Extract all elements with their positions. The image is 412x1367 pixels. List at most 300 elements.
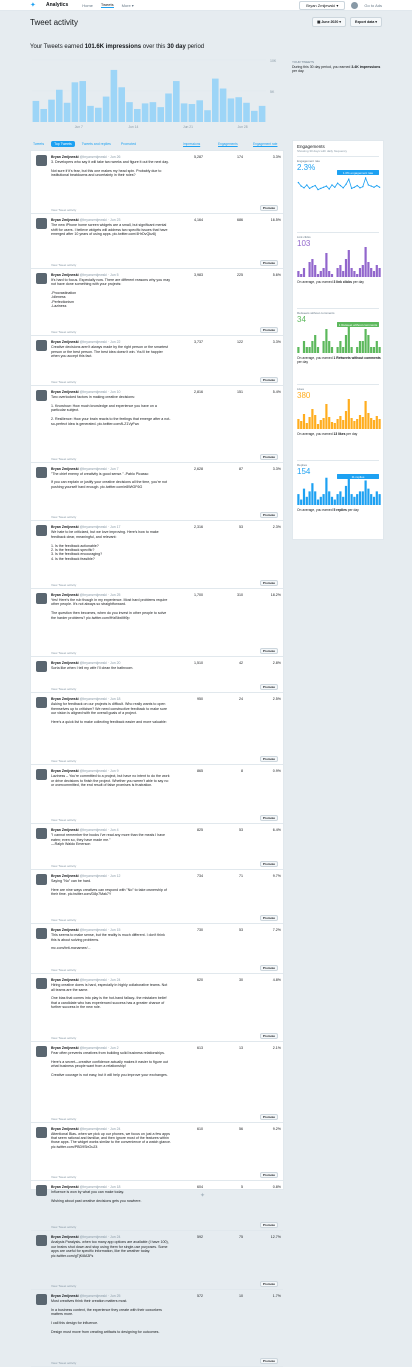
promote-button[interactable]: Promote (260, 1222, 278, 1228)
series-bar[interactable] (303, 489, 305, 505)
nav-tweets[interactable]: Tweets (100, 2, 114, 7)
author-name: Bryan Zmijewski (51, 1185, 79, 1190)
series-bar[interactable] (362, 491, 364, 505)
tweet-row[interactable] (31, 765, 283, 824)
user-menu-button[interactable]: Bryan Zmijewski ▾ (299, 1, 345, 10)
impressions-bar[interactable] (40, 109, 47, 122)
impressions-bar[interactable] (79, 81, 86, 122)
tweet-author[interactable] (51, 593, 121, 597)
promote-button[interactable]: Promote (260, 861, 278, 867)
impressions-bar[interactable] (189, 104, 196, 122)
calendar-icon: ▦ (317, 20, 322, 24)
series-bar[interactable] (311, 409, 313, 429)
view-tweet-activity-link[interactable]: View Tweet activity (51, 208, 77, 213)
promote-button[interactable]: Promote (260, 965, 278, 971)
tweet-row[interactable] (31, 693, 283, 765)
avatar[interactable] (36, 769, 47, 780)
impressions-bar[interactable] (235, 97, 242, 122)
twitter-bird-icon[interactable]: ✦ (30, 1, 36, 9)
series-bar[interactable] (351, 347, 353, 353)
view-tweet-activity-link[interactable]: View Tweet activity (51, 759, 77, 764)
your-tweets-value: 3.4K impressions (351, 64, 381, 69)
impressions-bar[interactable] (157, 107, 164, 122)
tweet-row[interactable] (31, 974, 283, 1042)
impressions-bar[interactable] (48, 100, 55, 122)
avatar[interactable] (36, 525, 47, 536)
series-bar[interactable] (376, 491, 378, 505)
promote-button[interactable]: Promote (260, 1358, 278, 1364)
impressions-value: 5,287 (194, 155, 203, 159)
series-bar[interactable] (376, 265, 378, 277)
series-bar[interactable] (359, 491, 361, 505)
series-bar[interactable] (348, 323, 350, 353)
impressions-bar[interactable] (87, 106, 94, 122)
series-bar[interactable] (373, 347, 375, 353)
promote-button[interactable]: Promote (260, 327, 278, 333)
series-bar[interactable] (311, 483, 313, 505)
impressions-value: 1,700 (194, 593, 203, 597)
tweet-author[interactable] (51, 1185, 121, 1189)
impressions-value: 2,316 (194, 525, 203, 530)
series-bar[interactable] (359, 415, 361, 429)
series-bar[interactable] (339, 341, 341, 353)
promote-button[interactable]: Promote (260, 377, 278, 383)
series-bar[interactable] (348, 475, 350, 505)
tweet-author[interactable] (51, 928, 121, 932)
impressions-bar[interactable] (33, 101, 40, 122)
series-bar[interactable] (317, 424, 319, 429)
tweet-text: Hiring creative doers is hard, especially in highly collaborative teams. Not all teams are the same. One bias that comes into play is the hot-hand fallacy- the mistaken belief that a candidate who has experienced success has a greater chance of further success in the new role. (51, 983, 168, 1010)
series-bar[interactable] (328, 491, 330, 505)
avatar[interactable] (36, 273, 47, 284)
impressions-bar[interactable] (126, 102, 133, 122)
series-bar[interactable] (339, 491, 341, 505)
author-handle: @bryanzmijewski · Jun 26 (79, 155, 121, 159)
impressions-bar[interactable] (95, 108, 102, 122)
column-engagements[interactable]: Engagements (218, 142, 238, 146)
tweet-row[interactable] (31, 336, 283, 386)
summary-days: 30 day (167, 44, 186, 50)
series-point (340, 185, 341, 186)
view-tweet-activity-link[interactable]: View Tweet activity (51, 515, 77, 520)
promote-button[interactable]: Promote (260, 580, 278, 586)
tweet-author[interactable] (51, 661, 121, 665)
series-bar[interactable] (320, 271, 322, 277)
series-bar[interactable] (309, 491, 311, 505)
x-tick-label: Jun 7 (74, 125, 83, 129)
series-bar[interactable] (297, 494, 299, 505)
tweet-text: Laziness – You're committed to a project, but have no intent to do the work or drive decisions to finish the project. Whether you weren't able to say no or overcommitted, the end result of false promises is frustration. (51, 774, 170, 788)
promote-button[interactable]: Promote (260, 454, 278, 460)
date-range-button[interactable] (312, 17, 346, 27)
author-handle: @bryanzmijewski · Jun 22 (79, 340, 121, 345)
series-bar[interactable] (351, 268, 353, 277)
promote-button[interactable]: Promote (260, 1114, 278, 1120)
tweet-row[interactable] (31, 151, 283, 214)
series-bar[interactable] (359, 341, 361, 353)
tweet-author[interactable] (51, 828, 119, 832)
impressions-bar[interactable] (173, 81, 180, 122)
series-bar[interactable] (379, 419, 381, 429)
series-bar[interactable] (365, 480, 367, 505)
promote-button[interactable]: Promote (260, 756, 278, 762)
avatar[interactable] (36, 928, 47, 939)
series-bar[interactable] (365, 329, 367, 353)
series-bar[interactable] (309, 417, 311, 429)
series-bar[interactable] (314, 335, 316, 353)
tweet-row[interactable] (31, 214, 283, 268)
avatar[interactable] (36, 1127, 47, 1138)
avatar[interactable] (36, 1185, 47, 1196)
series-bar[interactable] (317, 274, 319, 277)
tweet-row[interactable] (31, 657, 283, 694)
series-bar[interactable] (356, 347, 358, 353)
author-handle: @bryanzmijewski · Jun 25 (79, 1294, 121, 1299)
impressions-bar[interactable] (243, 103, 250, 122)
series-bar[interactable] (353, 497, 355, 505)
avatar[interactable] (36, 828, 47, 839)
avatar[interactable] (36, 1046, 47, 1057)
series-bar[interactable] (373, 497, 375, 505)
card-label: Retweets without comments (297, 311, 335, 315)
avatar[interactable] (36, 661, 47, 672)
view-tweet-activity-link[interactable]: View Tweet activity (51, 456, 77, 461)
avatar[interactable] (36, 593, 47, 604)
tweet-author[interactable] (51, 218, 121, 222)
series-bar[interactable] (306, 347, 308, 353)
nav-home[interactable]: Home (82, 2, 93, 8)
view-tweet-activity-link[interactable]: View Tweet activity (51, 582, 77, 587)
engagement-rate-value: 9.2% (272, 1126, 281, 1131)
impressions-bar[interactable] (134, 109, 141, 122)
promote-button[interactable]: Promote (260, 815, 278, 821)
series-bar[interactable] (342, 271, 344, 277)
series-bar[interactable] (303, 341, 305, 353)
series-bar[interactable] (367, 335, 369, 353)
series-bar[interactable] (339, 265, 341, 277)
view-tweet-activity-link[interactable]: View Tweet activity (51, 1116, 77, 1121)
column-impressions[interactable]: Impressions (183, 142, 201, 146)
series-bar[interactable] (325, 404, 327, 429)
series-bar[interactable] (334, 500, 336, 505)
tweet-author[interactable] (51, 697, 121, 701)
series-bar[interactable] (356, 419, 358, 429)
tab-promoted[interactable]: Promoted (120, 142, 137, 146)
series-bar[interactable] (370, 268, 372, 277)
card-value: 2.3% (297, 163, 316, 172)
series-bar[interactable] (297, 271, 299, 277)
series-bar[interactable] (314, 491, 316, 505)
series-bar[interactable] (311, 341, 313, 353)
view-tweet-activity-link[interactable]: View Tweet activity (51, 1175, 77, 1180)
series-bar[interactable] (353, 421, 355, 429)
series-bar[interactable] (353, 271, 355, 277)
avatar[interactable] (36, 218, 47, 229)
tweet-row[interactable] (31, 1231, 283, 1290)
series-bar[interactable] (300, 500, 302, 505)
promote-button[interactable]: Promote (260, 1281, 278, 1287)
impressions-bar[interactable] (118, 87, 125, 122)
view-tweet-activity-link[interactable]: View Tweet activity (51, 650, 77, 655)
nav-more[interactable]: More ▾ (121, 2, 134, 8)
impressions-bar[interactable] (259, 106, 266, 122)
impressions-bar[interactable] (204, 110, 211, 122)
series-bar[interactable] (359, 268, 361, 277)
tab-tweets[interactable]: Tweets (33, 142, 45, 146)
tweet-author[interactable] (51, 1235, 121, 1239)
series-bar[interactable] (306, 497, 308, 505)
tweet-author[interactable] (51, 340, 121, 344)
impressions-bar[interactable] (103, 97, 110, 122)
tab-tweets-and-replies[interactable]: Tweets and replies (81, 142, 111, 146)
series-bar[interactable] (331, 347, 333, 353)
author-name: Bryan Zmijewski (51, 1126, 79, 1131)
series-bar[interactable] (379, 268, 381, 277)
avatar[interactable] (36, 390, 47, 401)
series-bar[interactable] (323, 418, 325, 429)
engagement-rate-value: 18.2% (270, 593, 281, 597)
tweet-author[interactable] (51, 525, 121, 529)
avatar[interactable] (36, 874, 47, 885)
tab-top-tweets[interactable]: Top Tweets (51, 141, 75, 147)
series-bar[interactable] (373, 420, 375, 429)
card-chart (297, 390, 381, 430)
series-bar[interactable] (334, 423, 336, 429)
view-tweet-activity-link[interactable]: View Tweet activity (51, 330, 77, 335)
series-bar[interactable] (325, 329, 327, 353)
impressions-bar[interactable] (142, 103, 149, 122)
impressions-bar[interactable] (165, 93, 172, 122)
view-tweet-activity-link[interactable]: View Tweet activity (51, 968, 77, 973)
series-bar[interactable] (345, 486, 347, 505)
series-bar[interactable] (345, 335, 347, 353)
series-bar[interactable] (370, 347, 372, 353)
series-bar[interactable] (337, 419, 339, 429)
series-bar[interactable] (367, 262, 369, 277)
tweet-row[interactable] (31, 269, 283, 337)
author-handle: @bryanzmijewski · Jun 5 (79, 272, 119, 277)
brand-label[interactable]: Analytics (46, 2, 69, 8)
tweet-row[interactable] (31, 589, 283, 657)
impressions-bar[interactable] (212, 79, 219, 122)
series-bar[interactable] (345, 411, 347, 429)
impressions-bar[interactable] (150, 102, 157, 122)
tweet-author[interactable] (51, 874, 121, 878)
avatar[interactable] (36, 697, 47, 708)
series-bar[interactable] (328, 417, 330, 429)
tweet-row[interactable] (31, 463, 283, 522)
tweet-author[interactable] (51, 1046, 119, 1050)
tweet-author[interactable] (51, 978, 121, 982)
view-tweet-activity-link[interactable]: View Tweet activity (51, 1225, 77, 1230)
series-bar[interactable] (365, 247, 367, 277)
series-bar[interactable] (323, 341, 325, 353)
view-tweet-activity-link[interactable]: View Tweet activity (51, 1284, 77, 1289)
avatar[interactable] (36, 1294, 47, 1305)
promote-button[interactable]: Promote (260, 512, 278, 518)
tweet-author[interactable] (51, 467, 119, 471)
tweet-author[interactable] (51, 155, 121, 159)
impressions-bar[interactable] (251, 111, 258, 122)
series-bar[interactable] (314, 415, 316, 429)
series-bar[interactable] (362, 265, 364, 277)
series-bar[interactable] (306, 423, 308, 429)
series-point (348, 178, 349, 179)
tweet-row[interactable] (31, 1042, 283, 1123)
series-bar[interactable] (362, 341, 364, 353)
avatar[interactable] (36, 155, 47, 166)
series-bar[interactable] (351, 418, 353, 429)
tweet-row[interactable] (31, 924, 283, 974)
series-point (345, 184, 346, 185)
series-bar[interactable] (370, 494, 372, 505)
series-bar[interactable] (379, 347, 381, 353)
series-point (359, 187, 360, 188)
series-bar[interactable] (337, 268, 339, 277)
series-bar[interactable] (331, 497, 333, 505)
summary-pre: Your Tweets earned (30, 44, 85, 50)
your-tweets-text: During this 30 day period, you earned (292, 64, 352, 69)
series-bar[interactable] (342, 347, 344, 353)
promote-button[interactable]: Promote (260, 260, 278, 266)
series-bar[interactable] (303, 414, 305, 429)
author-handle: @bryanzmijewski · Jun 20 (79, 660, 121, 665)
impressions-bar[interactable] (72, 82, 79, 122)
avatar[interactable] (36, 978, 47, 989)
series-line (298, 178, 379, 190)
avatar[interactable] (351, 2, 358, 9)
impressions-bar[interactable] (181, 103, 188, 122)
engagements-value: 310 (237, 593, 243, 597)
impressions-bar[interactable] (64, 103, 71, 122)
series-bar[interactable] (367, 489, 369, 505)
impressions-bar[interactable] (228, 98, 235, 122)
series-bar[interactable] (328, 271, 330, 277)
tweet-author[interactable] (51, 390, 121, 394)
promote-button[interactable]: Promote (260, 915, 278, 921)
tweet-author[interactable] (51, 273, 119, 277)
series-bar[interactable] (339, 416, 341, 429)
tweet-row[interactable] (31, 824, 283, 870)
series-bar[interactable] (376, 341, 378, 353)
engagement-rate-value: 16.5% (270, 218, 281, 223)
series-bar[interactable] (311, 259, 313, 277)
tweet-author[interactable] (51, 769, 119, 773)
view-tweet-activity-link[interactable]: View Tweet activity (51, 262, 77, 267)
series-bar[interactable] (367, 413, 369, 429)
tweet-row[interactable] (31, 1123, 283, 1182)
series-bar[interactable] (331, 274, 333, 277)
author-name: Bryan Zmijewski (51, 218, 79, 223)
series-bar[interactable] (325, 253, 327, 277)
series-bar[interactable] (365, 401, 367, 429)
series-bar[interactable] (317, 500, 319, 505)
series-bar[interactable] (297, 347, 299, 353)
go-to-ads-link[interactable]: Go to Ads (364, 2, 382, 8)
view-tweet-activity-link[interactable]: View Tweet activity (51, 918, 77, 923)
view-tweet-activity-link[interactable]: View Tweet activity (51, 863, 77, 868)
export-data-button[interactable]: Export data ▾ (350, 17, 382, 27)
series-bar[interactable] (348, 250, 350, 277)
series-bar[interactable] (342, 497, 344, 505)
series-bar[interactable] (337, 494, 339, 505)
series-bar[interactable] (356, 494, 358, 505)
series-bar[interactable] (303, 268, 305, 277)
tweet-text: It's hard to focus. Especially now. There are different reasons why you may not have done something with your projects: -Procrastination -Idleness -Perfectionism -Laziness (51, 277, 171, 309)
promote-button[interactable]: Promote (260, 684, 278, 690)
promote-button[interactable]: Promote (260, 1033, 278, 1039)
column-engagement-rate[interactable]: Engagement rate (253, 142, 278, 146)
series-bar[interactable] (379, 494, 381, 505)
series-bar[interactable] (328, 341, 330, 353)
view-tweet-activity-link[interactable]: View Tweet activity (51, 1035, 77, 1040)
view-tweet-activity-link[interactable]: View Tweet activity (51, 818, 77, 823)
impressions-bar[interactable] (56, 90, 63, 122)
series-bar[interactable] (351, 494, 353, 505)
avatar[interactable] (36, 340, 47, 351)
series-bar[interactable] (314, 265, 316, 277)
series-bar[interactable] (323, 268, 325, 277)
series-bar[interactable] (309, 262, 311, 277)
summary-post: period (185, 44, 205, 50)
view-tweet-activity-link[interactable]: View Tweet activity (51, 380, 77, 385)
tweet-text: Saying "No" can be hard. Here are nine ways creatives can respond with "No" to take ownership of their time. pic.twitter.com/D8p7Mak7Y (51, 878, 167, 897)
series-bar[interactable] (345, 259, 347, 277)
series-bar[interactable] (320, 420, 322, 429)
series-bar[interactable] (309, 347, 311, 353)
author-handle: @bryanzmijewski · Jun 24 (79, 1235, 121, 1240)
tweet-row[interactable] (31, 1181, 283, 1231)
series-bar[interactable] (297, 419, 299, 429)
tweet-row[interactable] (31, 386, 283, 462)
series-bar[interactable] (376, 416, 378, 429)
tweet-row[interactable] (31, 1290, 283, 1366)
avatar[interactable] (36, 467, 47, 478)
tweet-author[interactable] (51, 1127, 121, 1131)
author-handle: @bryanzmijewski · Jun 23 (79, 218, 121, 223)
series-bar[interactable] (348, 399, 350, 429)
view-tweet-activity-link[interactable]: View Tweet activity (51, 1360, 77, 1365)
series-bar[interactable] (323, 494, 325, 505)
tweet-row[interactable] (31, 521, 283, 589)
view-tweet-activity-link[interactable]: View Tweet activity (51, 687, 77, 692)
promote-button[interactable]: Promote (260, 205, 278, 211)
series-bar[interactable] (337, 347, 339, 353)
tooltip-text: 1 Retweet without comments (338, 322, 378, 327)
series-bar[interactable] (362, 417, 364, 429)
series-bar[interactable] (370, 418, 372, 429)
series-bar[interactable] (342, 420, 344, 429)
promote-button[interactable]: Promote (260, 648, 278, 654)
engagements-value: 71 (239, 873, 243, 878)
author-handle: @bryanzmijewski · Jun 2 (79, 1045, 119, 1050)
series-bar[interactable] (300, 274, 302, 277)
impressions-bar[interactable] (111, 70, 118, 122)
tweet-row[interactable] (31, 870, 283, 924)
series-bar[interactable] (300, 421, 302, 429)
promote-button[interactable]: Promote (260, 1172, 278, 1178)
tweet-author[interactable] (51, 1294, 121, 1298)
series-bar[interactable] (320, 497, 322, 505)
series-bar[interactable] (317, 347, 319, 353)
series-bar[interactable] (356, 274, 358, 277)
avatar[interactable] (36, 1235, 47, 1246)
series-bar[interactable] (325, 478, 327, 505)
series-bar[interactable] (373, 271, 375, 277)
series-bar[interactable] (331, 422, 333, 429)
impressions-bar[interactable] (196, 100, 203, 122)
impressions-bar[interactable] (220, 89, 227, 122)
